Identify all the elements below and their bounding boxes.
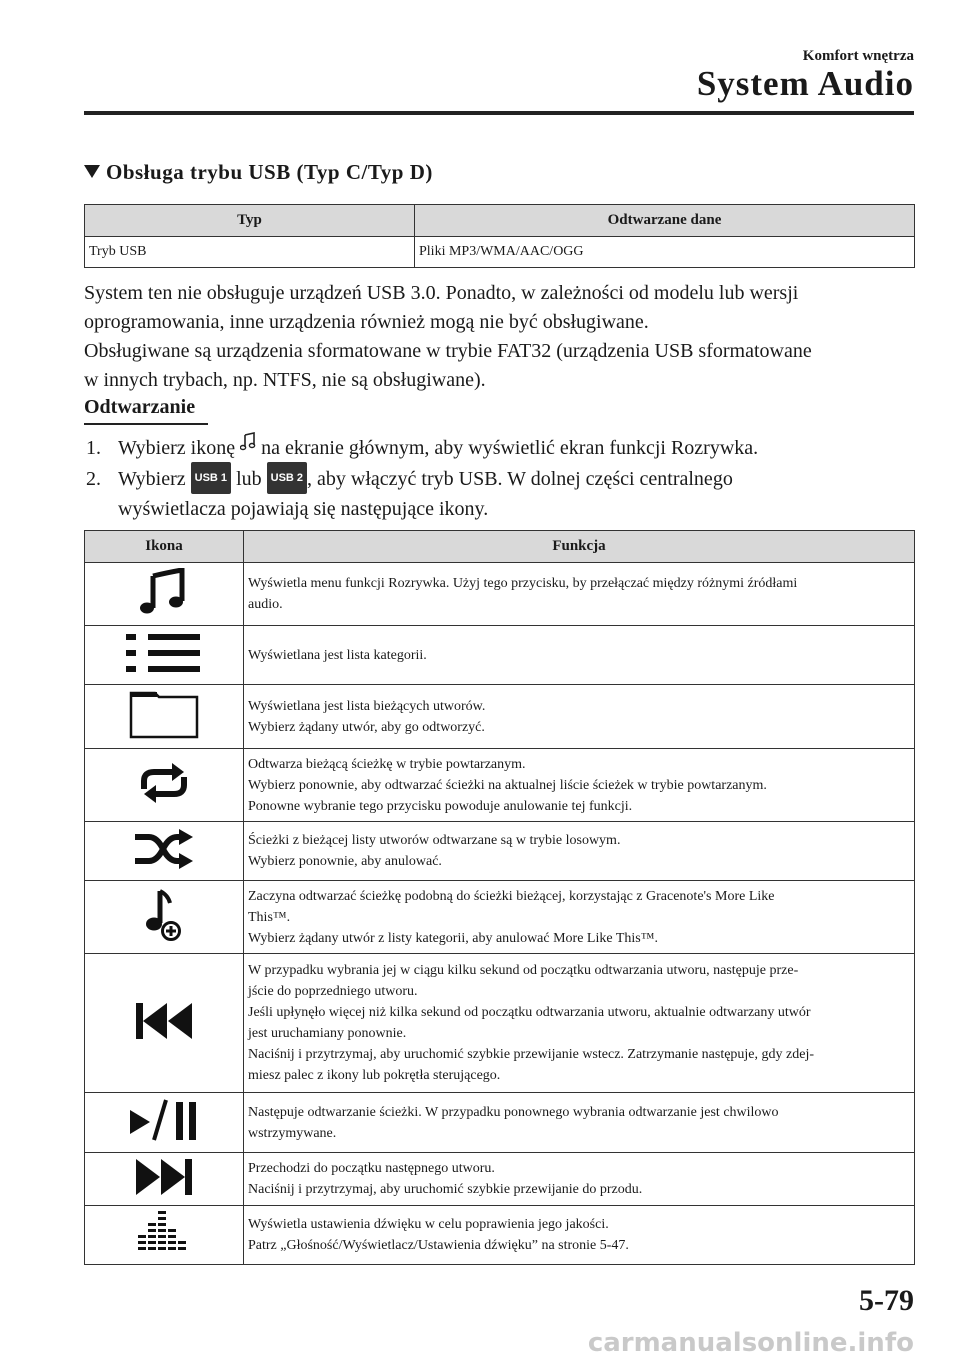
list-icon [124, 631, 204, 675]
icons-header-function: Funkcja [244, 531, 915, 563]
table-row: Wyświetlana jest lista bieżących utworów. Wybierz żądany utwór, aby go odtworzyć. [85, 685, 915, 749]
types-cell: Tryb USB [85, 237, 415, 268]
playback-heading-underline [84, 423, 208, 425]
watermark: carmanualsonline.info [587, 1328, 914, 1358]
table-row: Wyświetla ustawienia dźwięku w celu poprawienia jego jakości. Patrz „Głośność/Wyświetlacz/Ustawienia dźwięku” na stronie 5-47. [85, 1206, 915, 1265]
icons-table [84, 530, 915, 1265]
folder-icon [129, 689, 199, 739]
section-heading: Obsługa trybu USB (Typ C/Typ D) [84, 160, 433, 185]
header-rule [84, 111, 914, 115]
table-row: Przechodzi do początku następnego utworu. Naciśnij i przytrzymaj, aby uruchomić szybkie przewijanie do przodu. [85, 1153, 915, 1206]
page-number: 5-79 [859, 1284, 914, 1317]
chapter-title: System Audio [696, 64, 914, 103]
equalizer-icon [134, 1211, 194, 1255]
table-row: Odtwarza bieżącą ścieżkę w trybie powtarzanym. Wybierz ponownie, aby odtwarzać ścieżki na aktualnej liście ścieżek w trybie powtarzanym. Ponowne wybranie tego przycisku powoduje anulowanie tej funkcji. [85, 749, 915, 822]
types-table [84, 204, 915, 268]
music-note-icon [240, 432, 256, 452]
types-cell: Pliki MP3/WMA/AAC/OGG [415, 237, 915, 268]
table-row [85, 237, 915, 268]
table-row: W przypadku wybrania jej w ciągu kilku sekund od początku odtwarzania utworu, następuje prze- jście do poprzedniego utworu. Jeśli upłynęło więcej niż kilka sekund od początku odtwarzania utworu, aktualnie odtwarzany utwór jest uruchamiany ponownie. Naciśnij i przytrzymaj, aby uruchomić szybkie przewijanie wstecz. Zatrzymanie następuje, gdy zdej- miesz palec z ikony lub pokrętła sterującego. [85, 954, 915, 1093]
table-row: Zaczyna odtwarzać ścieżkę podobną do ścieżki bieżącej, korzystając z Gracenote's More Like This™. Wybierz żądany utwór z listy kategorii, aby anulować More Like This™. [85, 881, 915, 954]
usb-2-button: USB 2 [267, 462, 307, 494]
icons-header-icon: Ikona [85, 531, 244, 563]
more-like-this-icon [144, 889, 184, 941]
types-header-type: Typ [85, 205, 415, 237]
playback-heading: Odtwarzanie [84, 396, 196, 418]
triangle-bullet-icon [84, 165, 100, 178]
play-pause-icon [128, 1098, 200, 1142]
shuffle-icon [133, 829, 195, 869]
usb-1-button: USB 1 [191, 462, 231, 494]
table-row: Następuje odtwarzanie ścieżki. W przypadku ponownego wybrania odtwarzanie jest chwilowo wstrzymywane. [85, 1093, 915, 1153]
next-track-icon [134, 1159, 194, 1195]
table-row: Ścieżki z bieżącej listy utworów odtwarzane są w trybie losowym. Wybierz ponownie, aby anulować. [85, 822, 915, 881]
types-header-data: Odtwarzane dane [415, 205, 915, 237]
intro-paragraph: System ten nie obsługuje urządzeń USB 3.0. Ponadto, w zależności od modelu lub wersji oprogramowania, inne urządzenia również mogą nie być obsługiwane. Obsługiwane są urządzenia sformatowane w trybie FAT32 (urządzenia USB sformatowane w innych trybach, np. NTFS, nie są obsługiwane). [84, 282, 812, 391]
music-note-icon [136, 568, 192, 616]
table-row: Wyświetlana jest lista kategorii. [85, 626, 915, 685]
previous-track-icon [134, 1003, 194, 1039]
step-2: 2. Wybierz USB 1 lub USB 2 , aby włączyć tryb USB. W dolnej części centralnego wyświetlacza pojawiają się następujące ikony. [86, 462, 733, 524]
repeat-icon [134, 763, 194, 803]
step-1: 1. Wybierz ikonę na ekranie głównym, aby wyświetlić ekran funkcji Rozrywka. [86, 432, 758, 463]
table-row: Wyświetla menu funkcji Rozrywka. Użyj tego przycisku, by przełączać między różnymi źródłami audio. [85, 563, 915, 626]
chapter-subtitle: Komfort wnętrza [802, 48, 914, 64]
